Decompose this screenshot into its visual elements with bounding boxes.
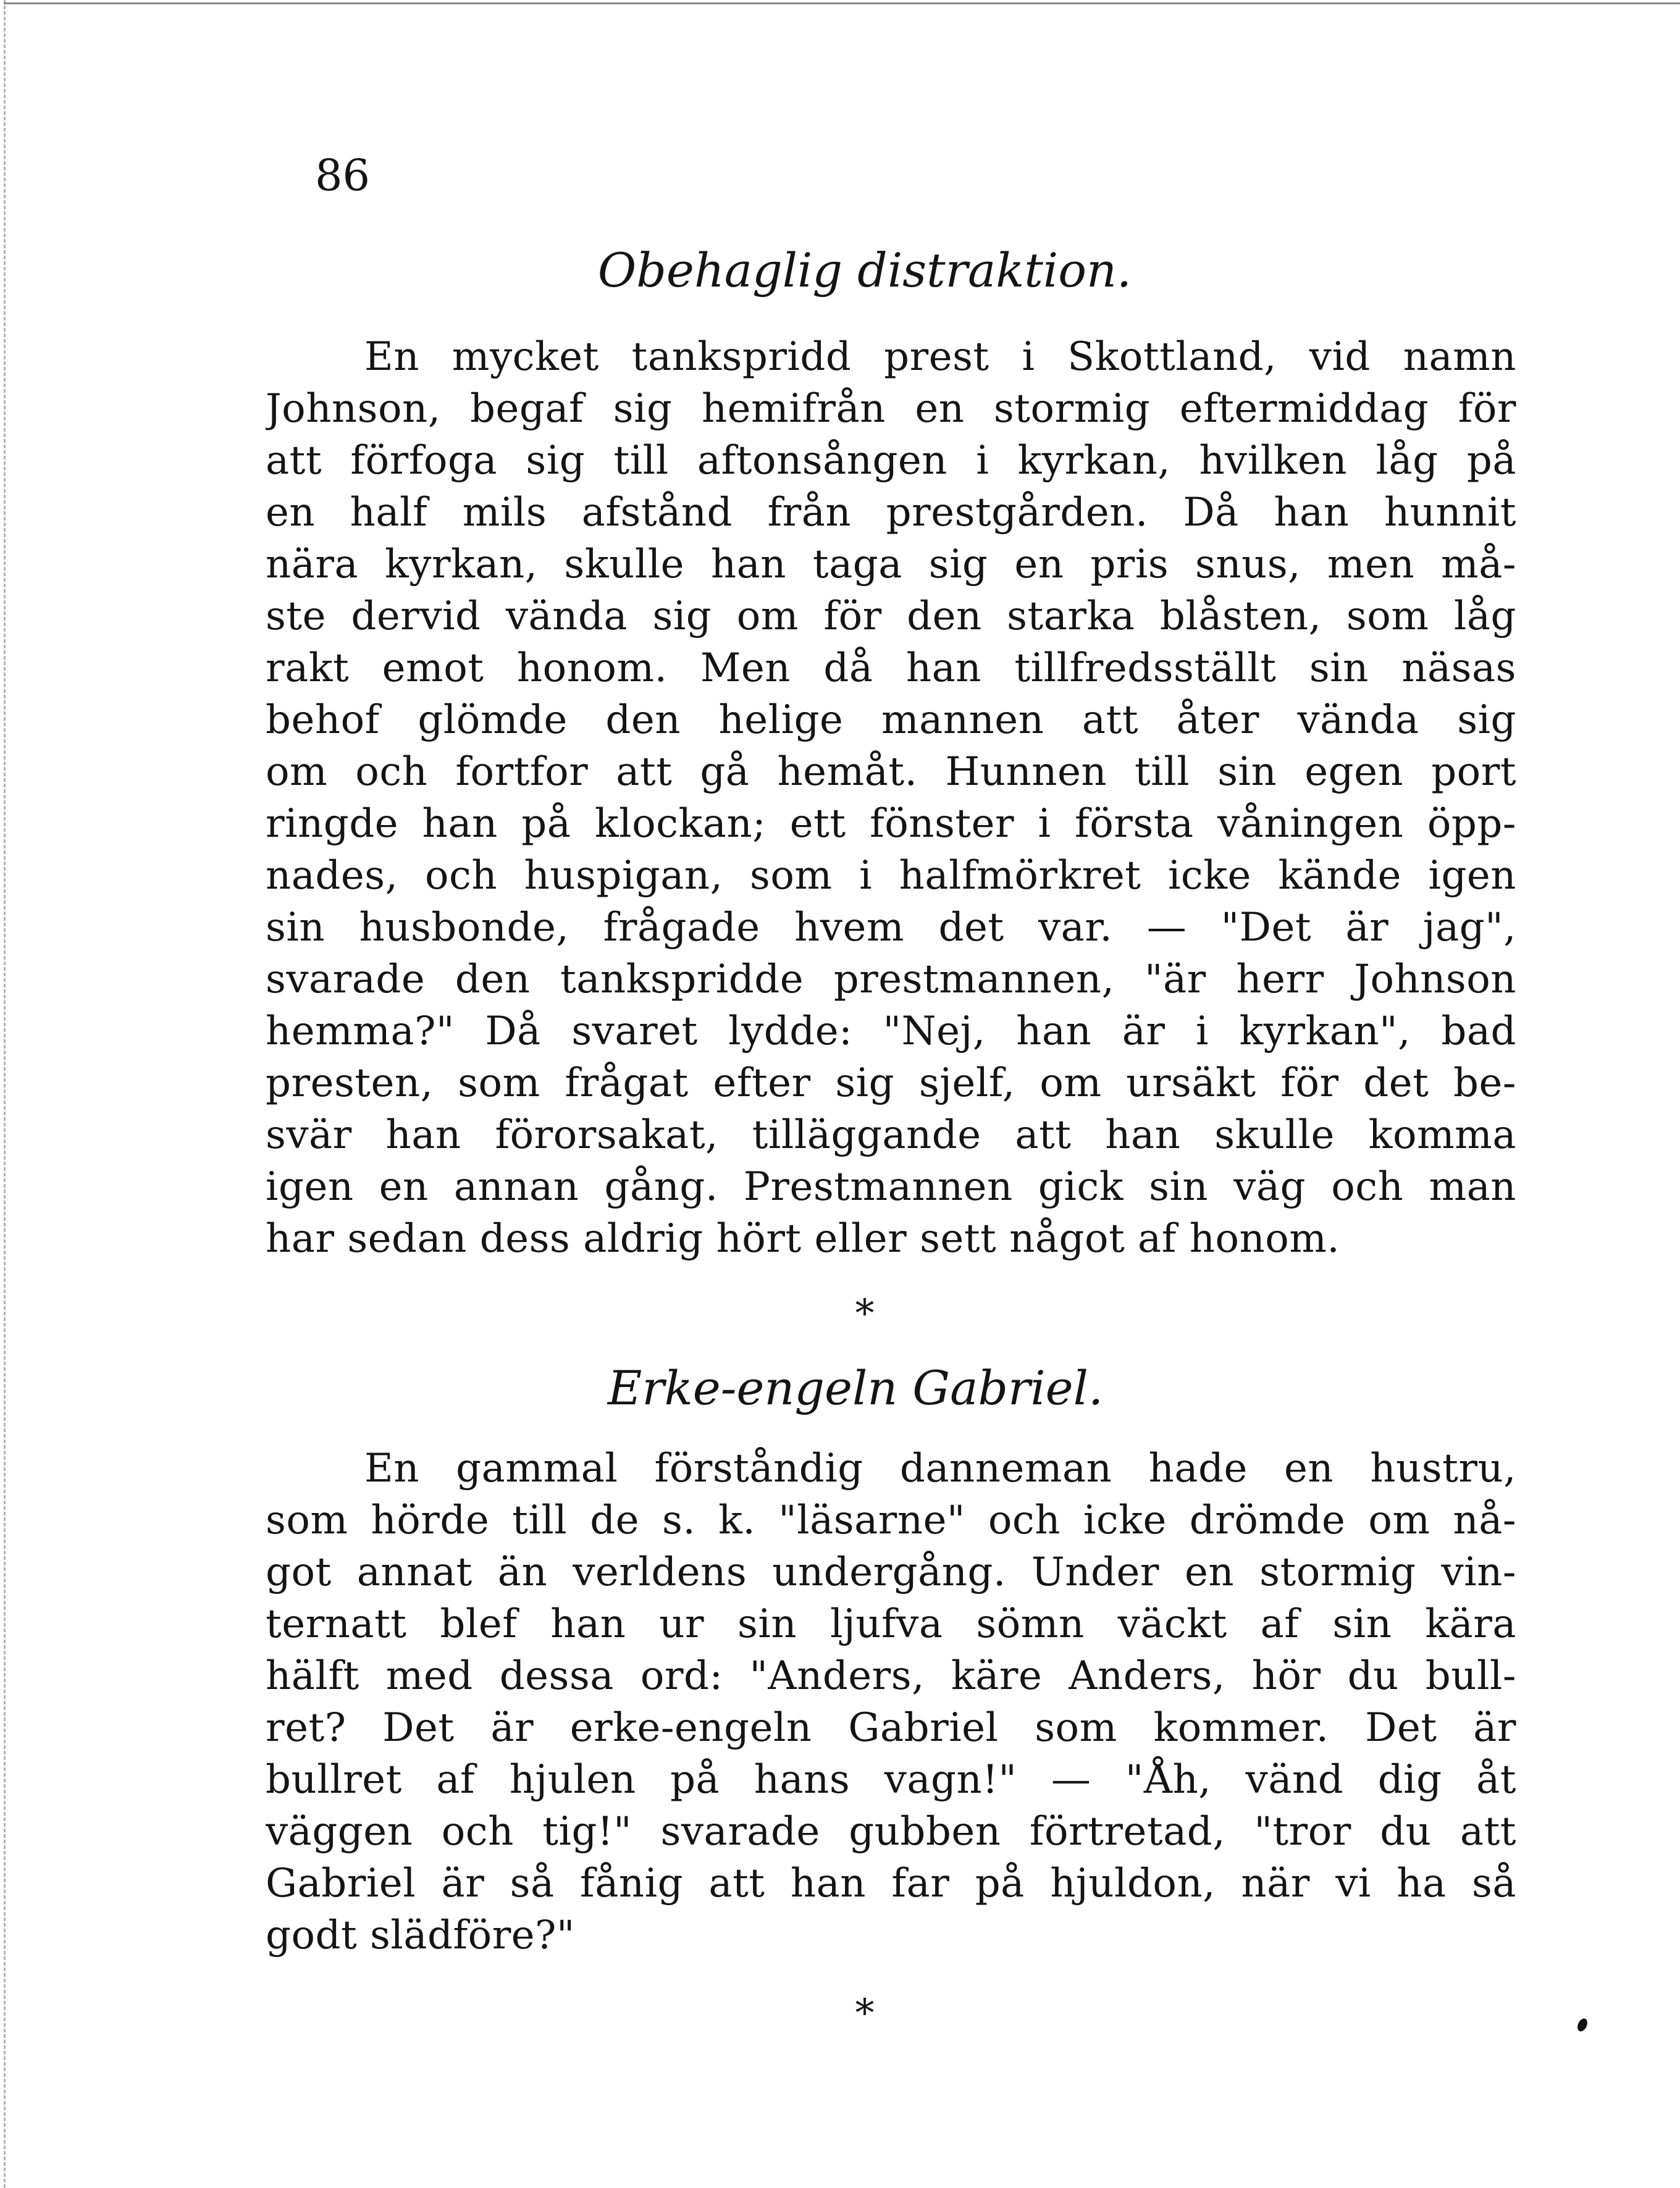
text-line: rakt emot honom. Men då han tillfredsställt sin näsas	[266, 645, 1516, 691]
text-line: En gammal förståndig danneman hade en hustru,	[364, 1446, 1516, 1491]
scan-top-edge	[4, 2, 1680, 4]
text-line: ste dervid vända sig om för den starka blåsten, som låg	[266, 593, 1516, 639]
paragraph-1	[266, 331, 1516, 1265]
text-line: har sedan dess aldrig hört eller sett något af honom.	[266, 1216, 1340, 1262]
text-line: svär han förorsakat, tilläggande att han skulle komma	[266, 1112, 1516, 1158]
text-line: hälft med dessa ord: "Anders, käre Anders, hör du bull-	[266, 1653, 1516, 1699]
paragraph-2	[266, 1443, 1516, 1961]
text-line: behof glömde den helige mannen att åter vända sig	[266, 697, 1516, 743]
scan-left-edge	[4, 0, 6, 2188]
text-line: igen en annan gång. Prestmannen gick sin väg och man	[266, 1164, 1516, 1210]
text-line: godt slädföre?"	[266, 1913, 575, 1958]
text-line: ringde han på klockan; ett fönster i första våningen öpp-	[266, 801, 1516, 847]
text-line: som hörde till de s. k. "läsarne" och icke drömde om nå-	[266, 1498, 1516, 1543]
text-line: väggen och tig!" svarade gubben förtretad, "tror du att	[266, 1809, 1516, 1855]
text-line: att förfoga sig till aftonsången i kyrkan, hvilken låg på	[266, 438, 1516, 484]
section-separator: *	[855, 1990, 875, 2035]
section-separator: *	[855, 1291, 875, 1336]
text-line: svarade den tankspridde prestmannen, "är herr Johnson	[266, 957, 1516, 1002]
section-title-2: Erke-engeln Gabriel.	[607, 1360, 1104, 1415]
text-line: om och fortfor att gå hemåt. Hunnen till sin egen port	[266, 749, 1516, 795]
text-line: En mycket tankspridd prest i Skottland, vid namn	[364, 334, 1516, 380]
text-line: presten, som frågat efter sig sjelf, om ursäkt för det be-	[266, 1060, 1516, 1106]
text-line: nades, och huspigan, som i halfmörkret icke kände igen	[266, 853, 1516, 899]
text-line: ret? Det är erke-engeln Gabriel som kommer. Det är	[266, 1705, 1516, 1751]
page-number: 86	[315, 150, 371, 201]
section-title-1: Obehaglig distraktion.	[597, 243, 1132, 298]
text-line: nära kyrkan, skulle han taga sig en pris snus, men må-	[266, 542, 1516, 587]
text-line: got annat än verldens undergång. Under en stormig vin-	[266, 1549, 1516, 1595]
text-line: Johnson, begaf sig hemifrån en stormig eftermiddag för	[266, 386, 1516, 432]
text-line: en half mils afstånd från prestgården. Då han hunnit	[266, 490, 1516, 535]
text-line: Gabriel är så fånig att han far på hjuldon, när vi ha så	[266, 1861, 1516, 1906]
text-line: bullret af hjulen på hans vagn!" — "Åh, vänd dig åt	[266, 1757, 1516, 1803]
text-line: hemma?" Då svaret lydde: "Nej, han är i kyrkan", bad	[266, 1008, 1516, 1054]
text-line: ternatt blef han ur sin ljufva sömn väckt af sin kära	[266, 1601, 1516, 1647]
text-line: sin husbonde, frågade hvem det var. — "Det är jag",	[266, 905, 1516, 950]
